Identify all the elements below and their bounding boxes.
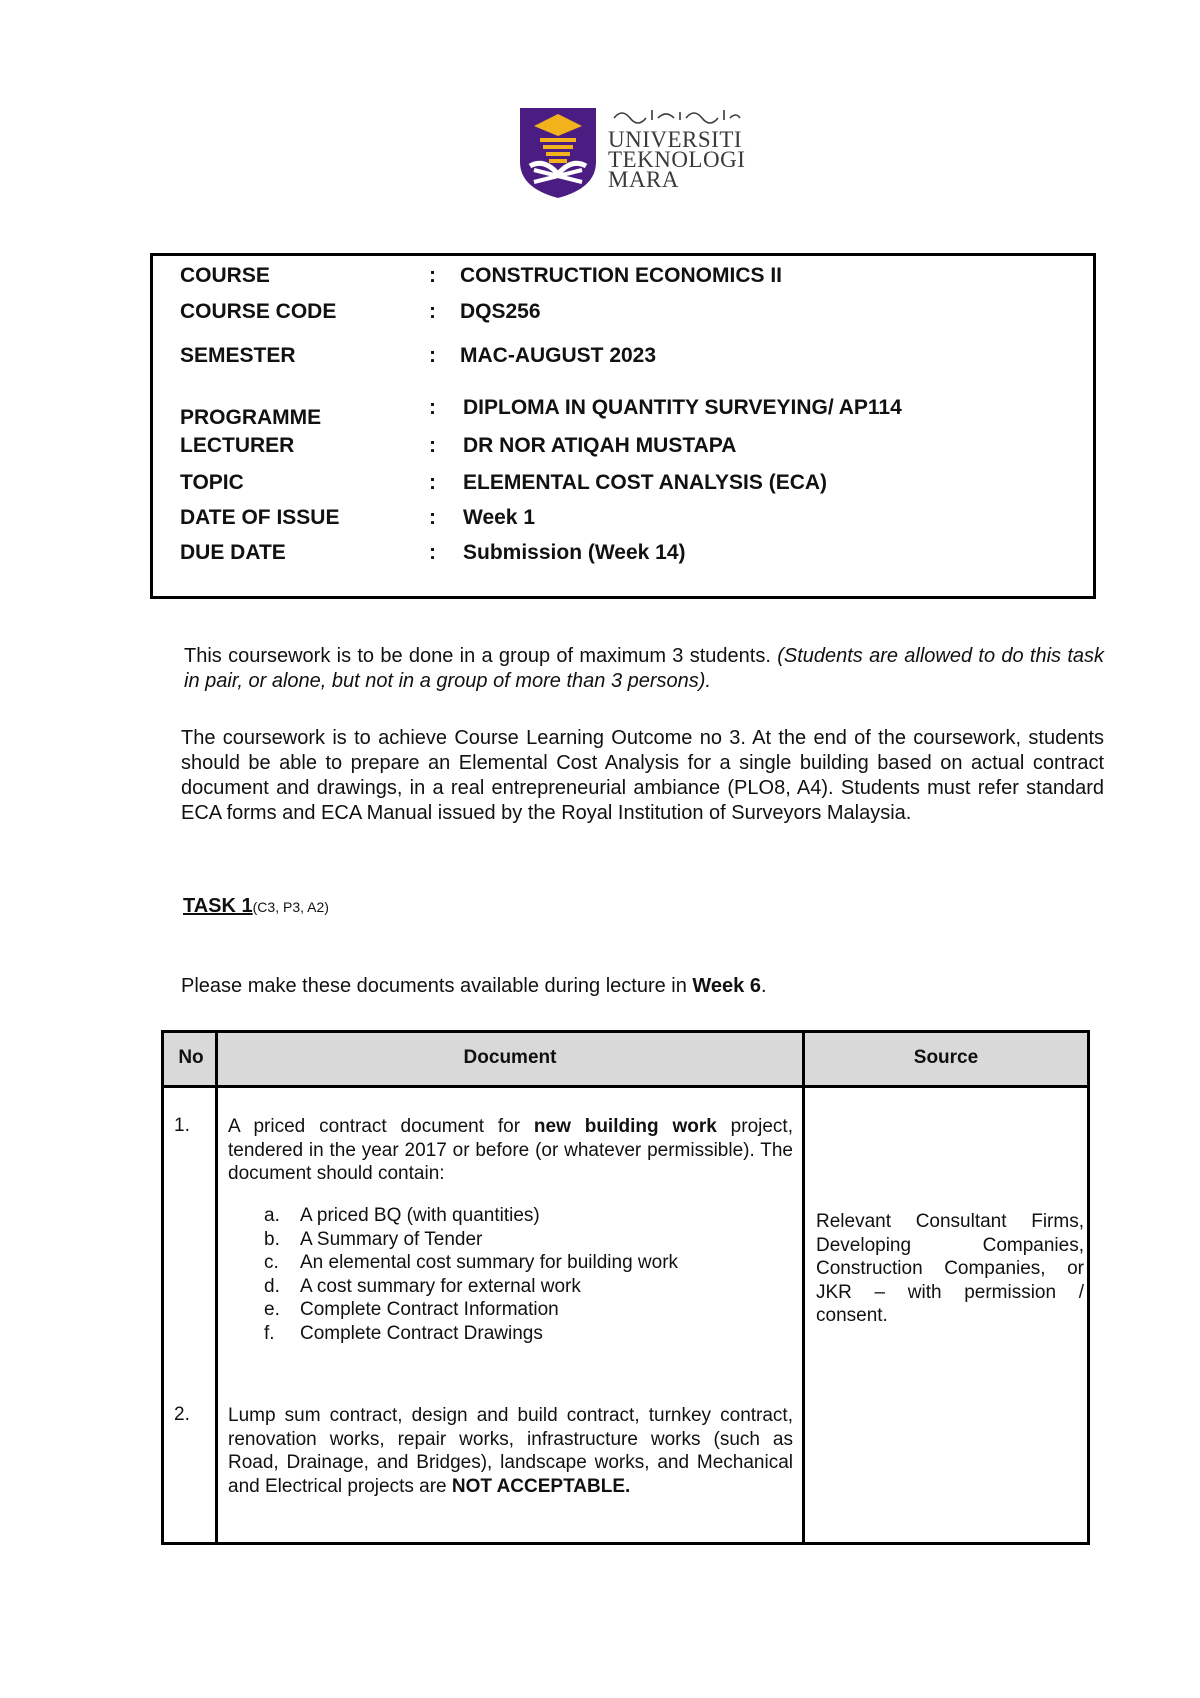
info-value: DIPLOMA IN QUANTITY SURVEYING/ AP114 [463, 396, 902, 419]
uitm-crest-icon [516, 104, 600, 200]
info-label: COURSE [180, 264, 270, 287]
info-value: DR NOR ATIQAH MUSTAPA [463, 434, 737, 457]
row-1-description [228, 1115, 793, 1186]
logo-line-2: TEKNOLOGI [608, 147, 746, 172]
row-2-description [228, 1404, 793, 1498]
group-size-text: This coursework is to be done in a group of maximum 3 students. [184, 645, 771, 667]
logo-line-3: MARA [608, 167, 680, 192]
info-label: TOPIC [180, 471, 244, 494]
notice-suffix: . [760, 975, 767, 997]
info-colon: : [429, 396, 436, 419]
jawi-script-mark [612, 106, 742, 124]
logo-wordmark [608, 127, 746, 192]
info-label: LECTURER [180, 434, 295, 457]
documents-table [161, 1030, 1090, 1545]
column-divider [215, 1033, 218, 1542]
info-label: DATE OF ISSUE [180, 506, 340, 529]
row-1-emphasis: new building work [533, 1116, 717, 1137]
list-marker: c. [264, 1252, 279, 1273]
notice-week: Week 6 [692, 975, 761, 997]
info-colon: : [429, 264, 436, 287]
list-marker: f. [264, 1322, 275, 1344]
task-heading [183, 895, 329, 918]
info-colon: : [429, 434, 436, 457]
info-value: Submission (Week 14) [463, 541, 686, 564]
notice-text: Please make these documents available during lecture in [181, 975, 693, 997]
info-colon: : [429, 344, 436, 367]
list-item-text: A priced BQ (with quantities) [300, 1205, 540, 1226]
logo-line-1: UNIVERSITI [608, 127, 743, 152]
row-2-emphasis: NOT ACCEPTABLE. [451, 1475, 631, 1497]
info-value: DQS256 [460, 300, 541, 323]
list-item-text: Complete Contract Information [300, 1299, 559, 1320]
row-1-text-start: A priced contract document for [228, 1116, 534, 1137]
row-number: 1. [174, 1115, 190, 1136]
learning-outcome-paragraph: The coursework is to achieve Course Learning Outcome no 3. At the end of the coursework, students should be able to prepare an Elemental Cost Analysis for a single building based on actual contract document and drawings, in a real entrepreneurial ambiance (PLO8, A4). Students must refer standard ECA forms and ECA Manual issued by the Royal Institution of Surveyors Malaysia. [181, 727, 1104, 824]
info-colon: : [429, 471, 436, 494]
list-marker: b. [264, 1228, 280, 1250]
info-colon: : [429, 506, 436, 529]
list-item-text: A cost summary for external work [300, 1275, 581, 1297]
group-size-note: (Students are allowed to do this task in pair, or alone, but not in a group of more than 3 persons). [184, 645, 1105, 692]
list-item-text: Complete Contract Drawings [300, 1322, 543, 1344]
task-title: TASK 1 [183, 895, 253, 917]
course-info-box [150, 253, 1096, 599]
list-item-text: An elemental cost summary for building work [300, 1252, 679, 1273]
info-value: ELEMENTAL COST ANALYSIS (ECA) [463, 471, 828, 494]
header-document: Document [463, 1047, 557, 1068]
university-logo [516, 104, 776, 200]
info-value: CONSTRUCTION ECONOMICS II [460, 264, 783, 287]
info-colon: : [429, 541, 436, 564]
row-2-text: Lump sum contract, design and build contract, turnkey contract, renovation works, repair works, infrastructure works (such as Road, Drainage, and Bridges), landscape works, and Mechanical and Electrical projects are [228, 1405, 793, 1497]
header-source: Source [913, 1047, 979, 1068]
info-label: COURSE CODE [180, 300, 337, 323]
task-codes: (C3, P3, A2) [252, 899, 329, 915]
info-label: DUE DATE [180, 541, 286, 564]
group-size-paragraph [184, 644, 1104, 694]
column-divider [802, 1033, 805, 1542]
list-marker: a. [264, 1205, 280, 1226]
list-marker: e. [264, 1299, 280, 1320]
availability-notice [181, 975, 767, 998]
row-1-text-end: project, tendered in the year 2017 or before (or whatever permissible). The document should contain: [228, 1116, 793, 1184]
source-description: Relevant Consultant Firms, Developing Companies, Construction Companies, or JKR – with permission / consent. [816, 1211, 1084, 1326]
info-colon: : [429, 300, 436, 323]
list-item-text: A Summary of Tender [300, 1228, 483, 1250]
row-number: 2. [174, 1404, 190, 1425]
info-value: Week 1 [463, 506, 535, 529]
info-label: PROGRAMME [180, 406, 322, 429]
info-value: MAC-AUGUST 2023 [460, 344, 657, 367]
list-marker: d. [264, 1275, 280, 1297]
info-label: SEMESTER [180, 344, 296, 367]
header-no: No [178, 1047, 204, 1068]
